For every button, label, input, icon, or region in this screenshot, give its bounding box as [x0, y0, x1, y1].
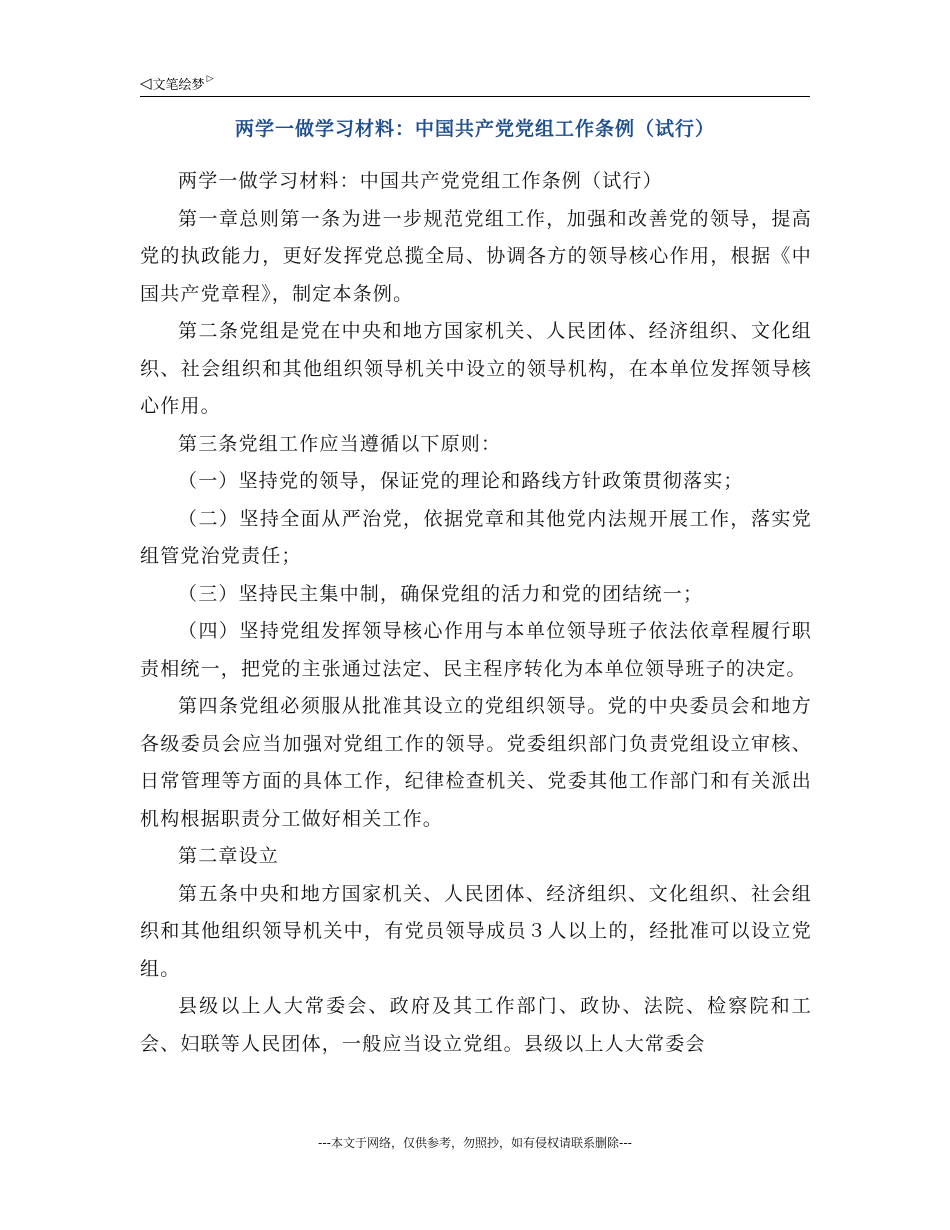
paragraph: 第一章总则第一条为进一步规范党组工作，加强和改善党的领导，提高党的执政能力，更好发挥党总揽全局、协调各方的领导核心作用，根据《中国共产党章程》，制定本条例。: [140, 207, 812, 305]
paragraph: （二）坚持全面从严治党，依据党章和其他党内法规开展工作，落实党组管党治党责任；: [140, 507, 812, 567]
paragraph: 两学一做学习材料：中国共产党党组工作条例（试行）: [178, 170, 663, 192]
paragraph: （四）坚持党组发挥领导核心作用与本单位领导班子依法依章程履行职责相统一，把党的主张通过法定、民主程序转化为本单位领导班子的决定。: [140, 620, 812, 680]
triangle-right-icon: ▷: [206, 74, 214, 84]
paragraph: （一）坚持党的领导，保证党的理论和路线方针政策贯彻落实；: [178, 470, 744, 492]
document-title: 两学一做学习材料：中国共产党党组工作条例（试行）: [234, 118, 715, 140]
document-body: [140, 163, 812, 1063]
page-footer: ---本文于网络，仅供参考，勿照抄，如有侵权请联系删除---: [318, 1136, 632, 1150]
brand-logo: [140, 74, 213, 93]
page-header: [140, 72, 810, 97]
paragraph: 第三条党组工作应当遵循以下原则：: [178, 432, 502, 455]
paragraph: 第二章设立: [178, 845, 280, 867]
paragraph: 第二条党组是党在中央和地方国家机关、人民团体、经济组织、文化组织、社会组织和其他组织领导机关中设立的领导机构，在本单位发挥领导核心作用。: [140, 320, 812, 417]
paragraph: 第五条中央和地方国家机关、人民团体、经济组织、文化组织、社会组织和其他组织领导机关中，有党员领导成员３人以上的，经批准可以设立党组。: [140, 882, 812, 980]
brand-name: 文笔绘梦: [152, 78, 205, 93]
paragraph: （三）坚持民主集中制，确保党组的活力和党的团结统一；: [178, 582, 704, 605]
paragraph: 第四条党组必须服从批准其设立的党组织领导。党的中央委员会和地方各级委员会应当加强对党组工作的领导。党委组织部门负责党组设立审核、日常管理等方面的具体工作，纪律检查机关、党委其他工作部门和有关派出机构根据职责分工做好相关工作。: [140, 695, 812, 830]
triangle-left-icon: ◁: [140, 74, 152, 92]
paragraph: 县级以上人大常委会、政府及其工作部门、政协、法院、检察院和工会、妇联等人民团体，一般应当设立党组。县级以上人大常委会: [140, 995, 812, 1055]
